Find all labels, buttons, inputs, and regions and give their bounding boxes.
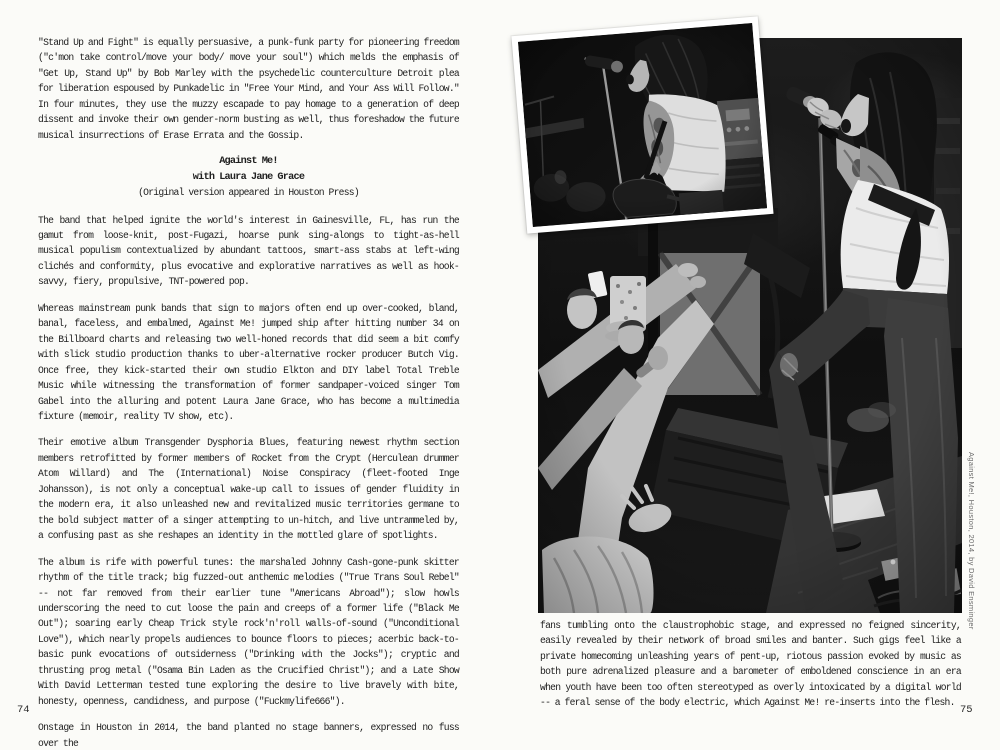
article-subtitle: with Laura Jane Grace bbox=[192, 171, 305, 183]
article-heading bbox=[38, 154, 459, 200]
body-paragraph: Onstage in Houston in 2014, the band planted no stage banners, expressed no fuss over the bbox=[38, 722, 459, 749]
body-paragraph: Their emotive album Transgender Dysphoria Blues, featuring newest rhythm section members retrofitted by former members of Rocket from the Crypt (Herculean drummer Atom Willard) and The (International) Noise Conspiracy (fleet-footed Inge Johansson), is not only a conceptual wake-up call to issues of gender fluidity in the modern era, it also unleashed new and revitalized music territories germane to the bold subject matter of a singer attempting to un-hitch, and live untrammeled by, a confusing past as she reshapes an identity in the mottled glare of spotlights. bbox=[38, 437, 459, 542]
page-number-right: 75 bbox=[960, 704, 973, 716]
inset-concert-photo bbox=[511, 16, 773, 233]
intro-paragraph: "Stand Up and Fight" is equally persuasive, a punk-funk party for pioneering freedom ("c'mon take control/move your body/ move your soul") which melds the emphasis of "Get Up, Stand Up" by Bob Marley with the psychedelic counterculture Detroit plea for liberation espoused by Punkadelic in "Free Your Mind, and Your Ass Will Follow." In four minutes, they use the muzzy escapade to pay homage to a generation of deep dissent and invoke their own gender-norm busting as well, thus foreshadow the future musical insurrections of Erase Errata and the Gossip. bbox=[38, 37, 459, 141]
body-paragraph: Whereas mainstream punk bands that sign to majors often end up over-cooked, bland, banal, faceless, and embalmed, Against Me! jumped ship after hitting number 34 on the Billboard charts and releasing two well-honed records that did seem a bit comfy with slick studio production thanks to uber-alternative rocker producer Butch Vig. Once free, they kick-started their own studio Elkton and DIY label Total Treble Music while witnessing the transformation of former sandpaper-voiced singer Tom Gabel into the alluring and potent Laura Jane Grace, who has become a multimedia fixture (memoir, reality TV show, etc). bbox=[38, 302, 459, 422]
article-source-note: (Original version appeared in Houston Press) bbox=[138, 187, 359, 199]
photo-caption: Against Me!, Houston, 2014, by David Ensminger bbox=[967, 452, 976, 630]
inset-concert-photo-art bbox=[518, 23, 767, 227]
left-text-column bbox=[38, 35, 459, 750]
body-paragraph: The album is rife with powerful tunes: the marshaled Johnny Cash-gone-punk skitter rhythm of the title track; big fuzzed-out anthemic melodies ("True Trans Soul Rebel" -- not far removed from their earlier tune "Americans Abroad"); slow howls underscoring the need to cut loose the pain and creeps of a former life ("Black Me Out"); soaring early Cheap Trick style rock'n'roll walls-of-sound ("Unconditional Love"), which nearly propels audiences to bounce floors to pieces; acerbic back-to-basic punk evocations of outsiderness ("Drinking with the Jocks"); cryptic and thrusting prog metal ("Osama Bin Laden as the Crucified Christ"); and a Late Show With David Letterman tested tune exploring the desire to live bravely with bite, honesty, openness, candidness, and purpose ("Fuckmylife666"). bbox=[38, 556, 459, 707]
page-number-left: 74 bbox=[17, 704, 30, 716]
continuation-paragraph: fans tumbling onto the claustrophobic stage, and expressed no feigned sincerity, easily revealed by their network of broad smiles and banter. Such gigs feel like a private homecoming unleashing years of pent-up, riotous passion evoked by music as both pure adrenalized pleasure and a barometer of emboldened conscience in an era when youth have been too often stereotyped as overly intoxicated by a digital world -- a feral sense of the body electric, which Against Me! re-inserts into the flesh. bbox=[540, 620, 961, 709]
article-title: Against Me! bbox=[219, 156, 278, 168]
body-paragraph: The band that helped ignite the world's interest in Gainesville, FL, has run the gamut from loose-knit, post-Fugazi, hoarse punk sing-alongs to tight-as-hell musical populism contextualized by abundant tattoos, smart-ass stabs at left-wing clichés and conformity, plus evocative and explorative narratives as well as hook-savvy, fiery, propulsive, TNT-powered pop. bbox=[38, 214, 459, 288]
